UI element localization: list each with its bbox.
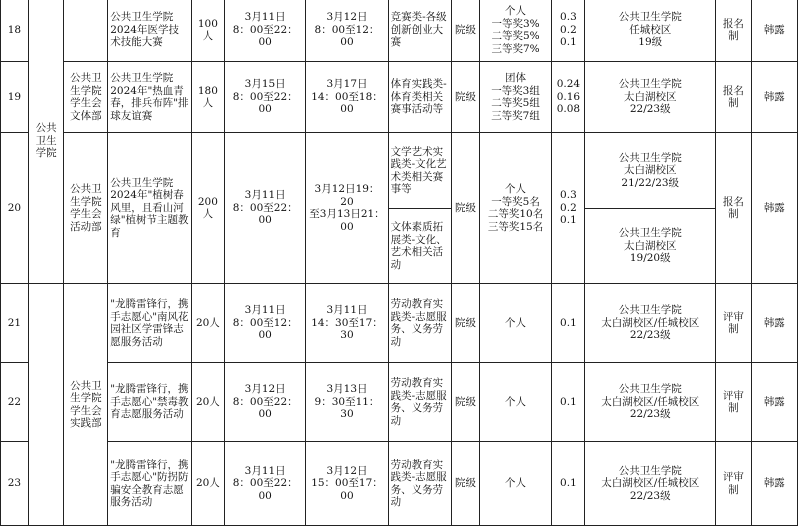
- end-time: 3月12日19：20 至3月13日21：00: [306, 133, 388, 284]
- scope-cell: 公共卫生学院 太白湖校区 22/23级: [585, 62, 716, 133]
- event-name: 公共卫生学院2024年医学技术技能大赛: [108, 0, 192, 62]
- organizer-cell: 公共卫生学院学生会文体部: [64, 62, 108, 133]
- award-cell: 个人 一等奖3% 二等奖5% 三等奖7%: [479, 0, 552, 62]
- row-number: 23: [1, 442, 29, 526]
- organizer-cell: [64, 0, 108, 62]
- category-split-cell: [388, 133, 452, 284]
- table-row: [1, 0, 798, 62]
- level-cell: 院级: [452, 363, 479, 442]
- method-cell: 报名制: [716, 133, 752, 284]
- row-number: 18: [1, 0, 29, 62]
- method-cell: 报名制: [716, 0, 752, 62]
- table-row: [1, 363, 798, 442]
- table-row: [1, 442, 798, 526]
- table-row: [1, 62, 798, 133]
- score-cell: 0.3 0.2 0.1: [552, 133, 585, 284]
- start-time: 3月12日 8：00至22：00: [224, 363, 305, 442]
- table-row: [1, 284, 798, 363]
- start-time: 3月11日 8：00至12：00: [224, 284, 305, 363]
- award-cell: 个人: [479, 363, 552, 442]
- category-cell: 劳动教育实践类-志愿服务、义务劳动: [388, 284, 452, 363]
- scope-split-cell: [585, 133, 716, 284]
- method-cell: 评审制: [716, 363, 752, 442]
- category-cell: 体育实践类-体育类相关赛事活动等: [388, 62, 452, 133]
- category-cell: 劳动教育实践类-志愿服务、义务劳动: [388, 363, 452, 442]
- end-time: 3月11日 14：30至17：30: [306, 284, 388, 363]
- category-cell: 劳动教育实践类-志愿服务、义务劳动: [388, 442, 452, 526]
- row-number: 21: [1, 284, 29, 363]
- scope-cell: 公共卫生学院 太白湖校区 19/20级: [585, 208, 715, 283]
- row-number: 19: [1, 62, 29, 133]
- level-cell: 院级: [452, 0, 479, 62]
- organizer-cell: 公共卫生学院学生会活动部: [64, 133, 108, 284]
- scope-cell: 公共卫生学院 太白湖校区/任城校区 22/23级: [585, 363, 716, 442]
- participant-count: 20人: [191, 442, 224, 526]
- category-cell: 竞赛类-各级创新创业大赛: [388, 0, 452, 62]
- method-cell: 评审制: [716, 442, 752, 526]
- method-cell: 评审制: [716, 284, 752, 363]
- event-name: 公共卫生学院2024年"热血青春，排兵布阵"排球友谊赛: [108, 62, 192, 133]
- person-cell: 韩露: [751, 0, 797, 62]
- level-cell: 院级: [452, 442, 479, 526]
- start-time: 3月11日 8：00至22：00: [224, 442, 305, 526]
- method-cell: 报名制: [716, 62, 752, 133]
- award-cell: 团体 一等奖3组 二等奖5组 三等奖7组: [479, 62, 552, 133]
- end-time: 3月13日 9：30至11：30: [306, 363, 388, 442]
- scope-cell: 公共卫生学院 太白湖校区/任城校区 22/23级: [585, 284, 716, 363]
- row-number: 20: [1, 133, 29, 284]
- level-cell: 院级: [452, 133, 479, 284]
- score-cell: 0.1: [552, 363, 585, 442]
- start-time: 3月11日 8：00至22：00: [224, 0, 305, 62]
- end-time: 3月12日 8：00至12：00: [306, 0, 388, 62]
- college-cell-empty: [28, 284, 64, 526]
- person-cell: 韩露: [751, 363, 797, 442]
- scope-cell: 公共卫生学院 任城校区 19级: [585, 0, 716, 62]
- row-number: 22: [1, 363, 29, 442]
- organizer-cell: 公共卫生学院学生会实践部: [64, 284, 108, 526]
- end-time: 3月12日 15：00至17：00: [306, 442, 388, 526]
- score-cell: 0.1: [552, 442, 585, 526]
- event-name: "龙腾雷锋行，携手志愿心"南风花园社区学雷锋志愿服务活动: [108, 284, 192, 363]
- person-cell: 韩露: [751, 133, 797, 284]
- level-cell: 院级: [452, 284, 479, 363]
- participant-count: 20人: [191, 284, 224, 363]
- level-cell: 院级: [452, 62, 479, 133]
- scope-cell: 公共卫生学院 太白湖校区 21/22/23级: [618, 151, 682, 189]
- award-cell: 个人: [479, 284, 552, 363]
- end-time: 3月17日 14：00至18：00: [306, 62, 388, 133]
- score-cell: 0.1: [552, 284, 585, 363]
- event-name: "龙腾雷锋行，携手志愿心"防拐防骗安全教育志愿服务活动: [108, 442, 192, 526]
- participant-count: 180人: [191, 62, 224, 133]
- event-name: 公共卫生学院2024年"植树春风里，且看山河绿"植树节主题教育: [108, 133, 192, 284]
- person-cell: 韩露: [751, 442, 797, 526]
- event-name: "龙腾雷锋行，携手志愿心"禁毒教育志愿服务活动: [108, 363, 192, 442]
- table-row: [1, 133, 798, 284]
- participant-count: 20人: [191, 363, 224, 442]
- category-cell: 文学艺术实践类-文化艺术类相关赛事等: [390, 145, 447, 195]
- participant-count: 200人: [191, 133, 224, 284]
- score-cell: 0.3 0.2 0.1: [552, 0, 585, 62]
- participant-count: 100人: [191, 0, 224, 62]
- college-cell: 公共卫生学院: [28, 0, 64, 284]
- start-time: 3月11日 8：00至22：00: [224, 133, 305, 284]
- award-cell: 个人: [479, 442, 552, 526]
- start-time: 3月15日 8：00至22：00: [224, 62, 305, 133]
- scope-cell: 公共卫生学院 太白湖校区/任城校区 22/23级: [585, 442, 716, 526]
- person-cell: 韩露: [751, 62, 797, 133]
- award-cell: 个人 一等奖5名 二等奖10名 三等奖15名: [479, 133, 552, 284]
- person-cell: 韩露: [751, 284, 797, 363]
- score-cell: 0.24 0.16 0.08: [552, 62, 585, 133]
- category-cell: 文体素质拓展类-文化、艺术相关活动: [389, 208, 452, 283]
